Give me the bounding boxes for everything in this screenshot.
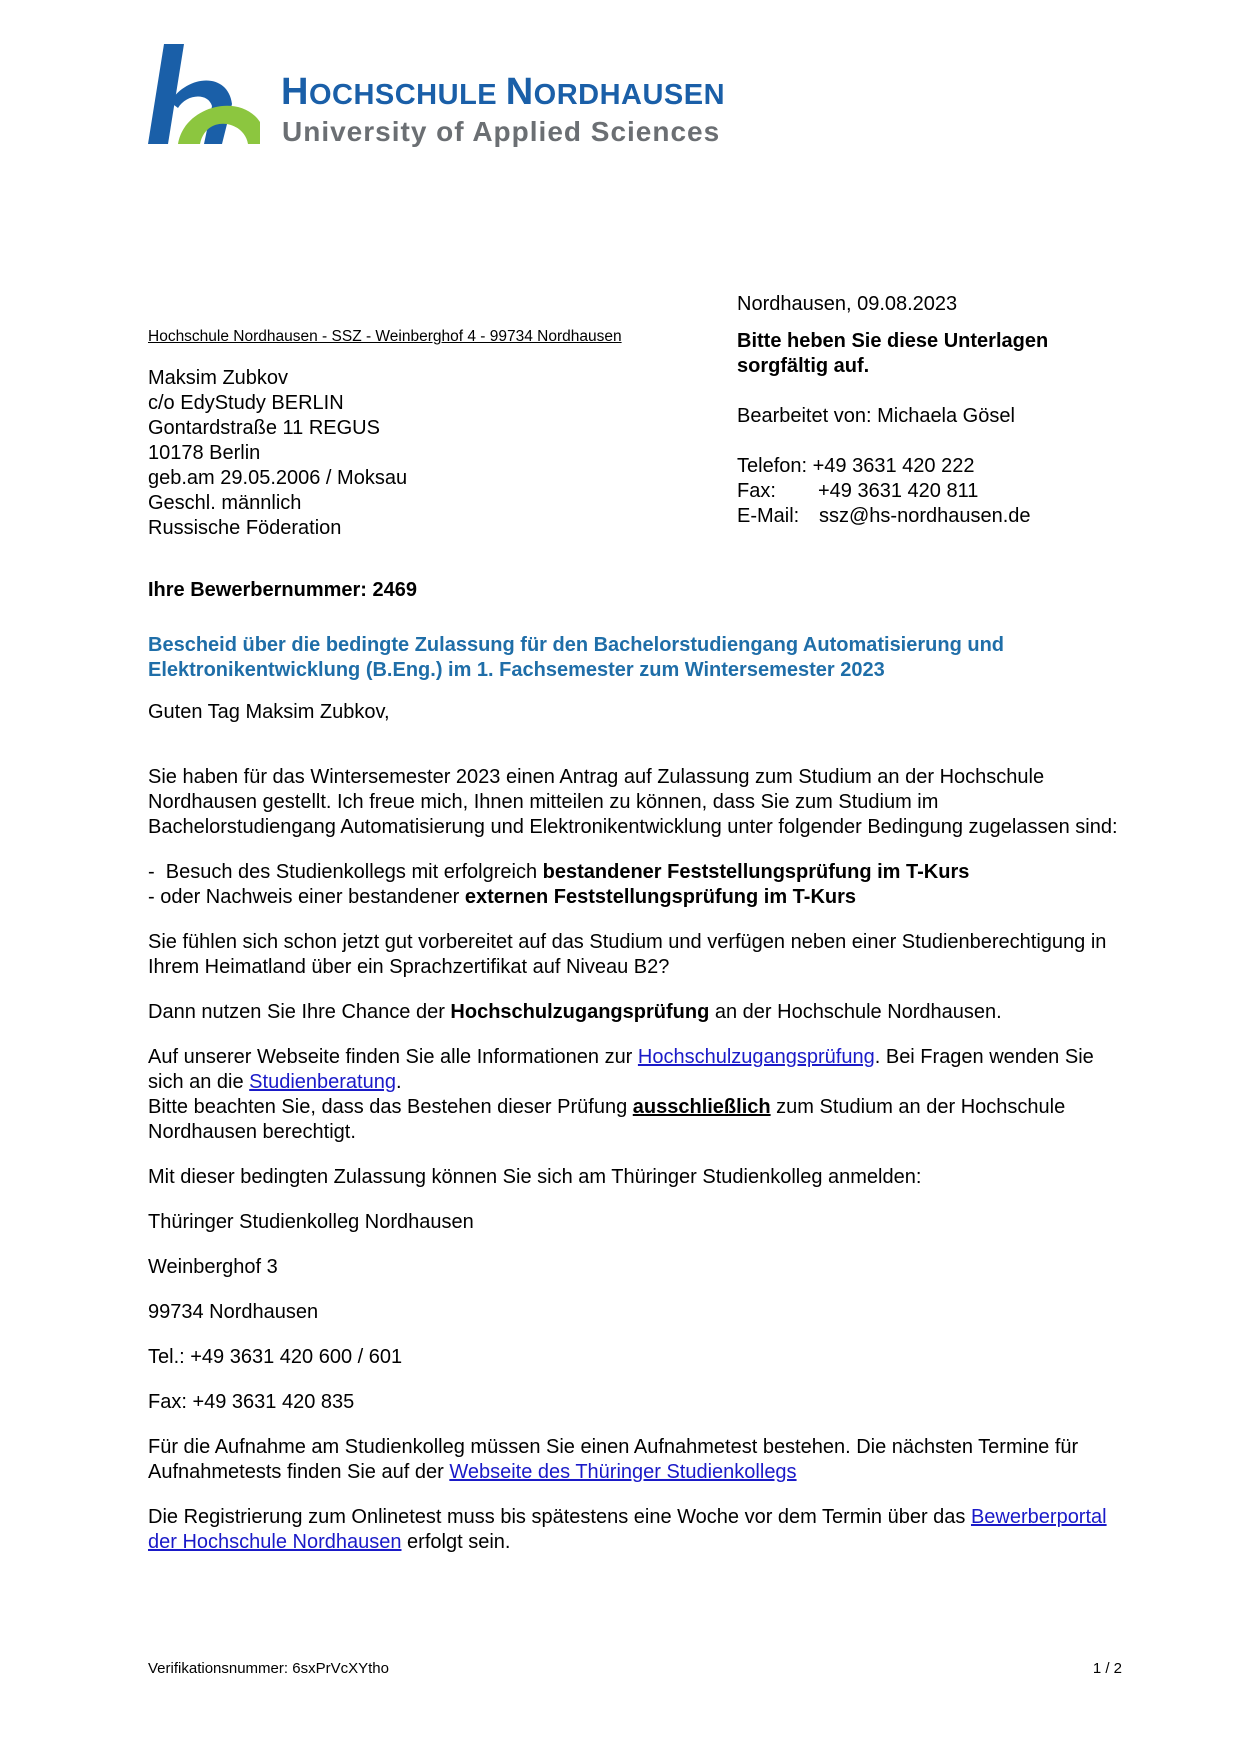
studienkolleg-fax: Fax: +49 3631 420 835 bbox=[148, 1391, 355, 1413]
recipient-name: Maksim Zubkov bbox=[148, 367, 289, 389]
paragraph-preparation: Sie fühlen sich schon jetzt gut vorbereitet auf das Studium und verfügen neben einer Studienberechtigung in Ihrem Heimatland über ein Sprachzertifikat auf Niveau B2? bbox=[148, 931, 1107, 978]
recipient-street: Gontardstraße 11 REGUS bbox=[148, 417, 380, 439]
link-studienberatung[interactable]: Studienberatung bbox=[249, 1071, 396, 1093]
keep-documents-notice: Bitte heben Sie diese Unterlagen sorgfältig auf. bbox=[737, 330, 1049, 377]
condition-item-1: - Besuch des Studienkollegs mit erfolgreich bestandener Feststellungsprüfung im T-Kurs bbox=[148, 861, 970, 883]
recipient-gender: Geschl. männlich bbox=[148, 492, 302, 514]
link-studienkolleg-website[interactable]: Webseite des Thüringer Studienkollegs bbox=[449, 1461, 797, 1483]
email-row bbox=[737, 504, 1167, 529]
fax-value: +49 3631 420 811 bbox=[818, 480, 979, 502]
sender-address-line: Hochschule Nordhausen - SSZ - Weinberghof 4 - 99734 Nordhausen bbox=[148, 328, 622, 345]
fax-row bbox=[737, 479, 1167, 504]
email-label: E-Mail: bbox=[737, 505, 800, 527]
link-hochschulzugangspruefung[interactable]: Hochschulzugangsprüfung bbox=[637, 1046, 875, 1068]
email-value: ssz@hs-nordhausen.de bbox=[819, 505, 1031, 527]
condition-list bbox=[148, 860, 1128, 910]
paragraph-registration: Mit dieser bedingten Zulassung können Sie sich am Thüringer Studienkolleg anmelden: bbox=[148, 1166, 922, 1188]
applicant-number: Ihre Bewerbernummer: 2469 bbox=[148, 579, 418, 601]
studienkolleg-address bbox=[148, 1210, 1128, 1415]
paragraph-entrance-test: Für die Aufnahme am Studienkolleg müssen Sie einen Aufnahmetest bestehen. Die nächsten Termine für Aufnahmetests finden Sie auf der Webseite des Thüringer Studienkollegs bbox=[148, 1436, 1079, 1483]
studienkolleg-phone: Tel.: +49 3631 420 600 / 601 bbox=[148, 1346, 403, 1368]
studienkolleg-street: Weinberghof 3 bbox=[148, 1256, 278, 1278]
greeting: Guten Tag Maksim Zubkov, bbox=[148, 701, 390, 723]
condition-item-2: - oder Nachweis einer bestandener externen Feststellungsprüfung im T-Kurs bbox=[148, 886, 857, 908]
paragraph-website: Auf unserer Webseite finden Sie alle Informationen zur Hochschulzugangsprüfung. Bei Fragen wenden Sie sich an die Studienberatung. Bitte beachten Sie, dass das Bestehen dieser Prüfung ausschließlich zum Studium an der Hochschule Nordhausen berechtigt. bbox=[148, 1046, 1094, 1143]
university-subtitle: University of Applied Sciences bbox=[282, 116, 721, 147]
recipient-co: c/o EdyStudy BERLIN bbox=[148, 392, 344, 414]
editor-name: Bearbeitet von: Michaela Gösel bbox=[737, 405, 1015, 427]
letter-date: Nordhausen, 09.08.2023 bbox=[737, 293, 958, 315]
recipient-country: Russische Föderation bbox=[148, 517, 342, 539]
phone-row bbox=[737, 454, 1167, 479]
university-name: HOCHSCHULE NORDHAUSEN bbox=[281, 71, 726, 113]
phone-label: Telefon: bbox=[737, 455, 808, 477]
recipient-address-block bbox=[148, 366, 407, 541]
link-applicant-portal[interactable]: Bewerberportal der Hochschule Nordhausen bbox=[148, 1506, 1107, 1553]
contact-details bbox=[737, 454, 1167, 529]
verification-number: Verifikationsnummer: 6sxPrVcXYtho bbox=[148, 1660, 389, 1677]
letter-subject: Bescheid über die bedingte Zulassung für den Bachelorstudiengang Automatisierung und Elektronikentwicklung (B.Eng.) im 1. Fachsemester zum Wintersemester 2023 bbox=[148, 634, 1005, 681]
letter-info-block bbox=[737, 292, 1167, 529]
letter-body bbox=[148, 700, 1128, 1575]
fax-label: Fax: bbox=[737, 480, 776, 502]
paragraph-online-test: Die Registrierung zum Onlinetest muss bis spätestens eine Woche vor dem Termin über das Bewerberportal der Hochschule Nordhausen erfolgt sein. bbox=[148, 1506, 1107, 1553]
recipient-city: 10178 Berlin bbox=[148, 442, 261, 464]
phone-value: +49 3631 420 222 bbox=[812, 455, 975, 477]
studienkolleg-city: 99734 Nordhausen bbox=[148, 1301, 319, 1323]
page-number: 1 / 2 bbox=[1092, 1660, 1122, 1677]
university-logo-mark bbox=[148, 44, 260, 144]
studienkolleg-name: Thüringer Studienkolleg Nordhausen bbox=[148, 1211, 474, 1233]
paragraph-admission: Sie haben für das Wintersemester 2023 einen Antrag auf Zulassung zum Studium an der Hochschule Nordhausen gestellt. Ich freue mich, Ihnen mitteilen zu können, dass Sie zum Studium im Bachelorstudiengang Automatisierung und Elektronikentwicklung unter folgender Bedingung zugelassen sind: bbox=[148, 766, 1118, 838]
recipient-birth: geb.am 29.05.2006 / Moksau bbox=[148, 467, 408, 489]
paragraph-chance: Dann nutzen Sie Ihre Chance der Hochschulzugangsprüfung an der Hochschule Nordhausen. bbox=[148, 1001, 1002, 1023]
